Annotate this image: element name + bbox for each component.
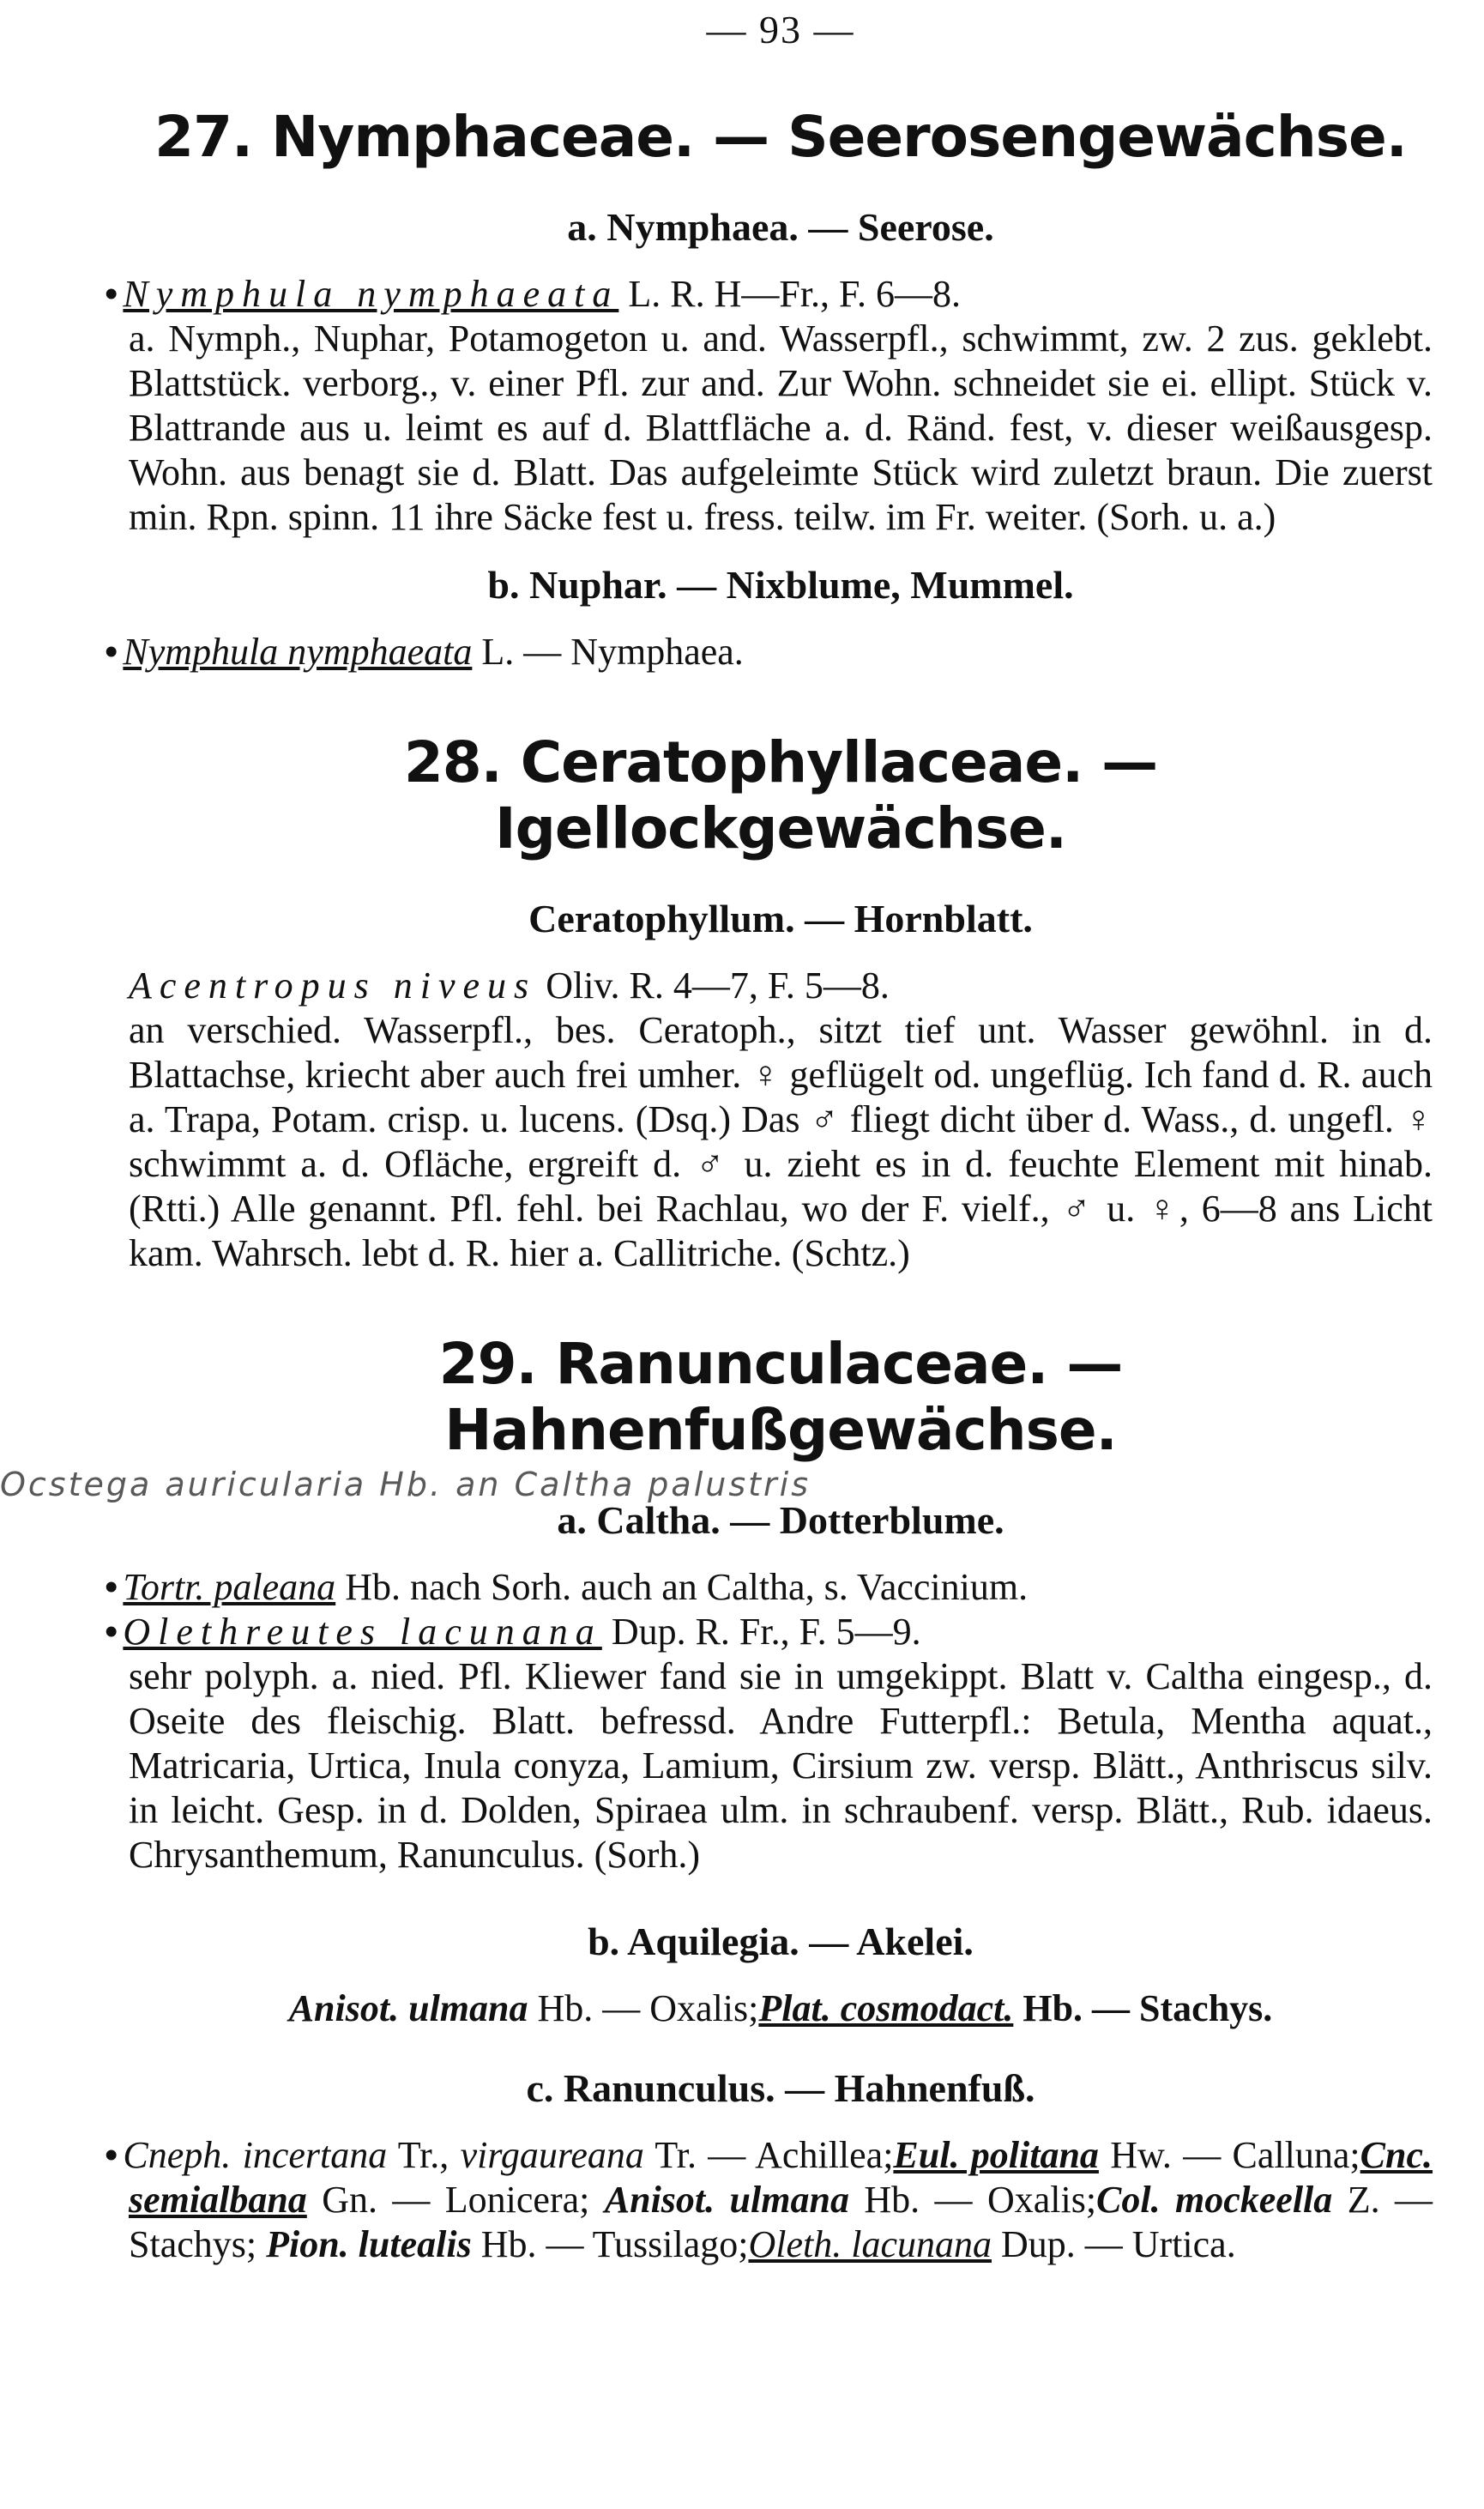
entry-meta: Dup. — Urtica. [991,2223,1236,2265]
entry-meta: Z. — Stachys; [129,2179,1433,2265]
section-title-27: 27. Nymphaceae. — Seerosengewächse. [154,104,1407,170]
species-name: Nymphula nymphaeata [123,631,473,673]
entry-tortrix [105,1565,1433,1610]
species-name: Anisot. ulmana [604,2179,849,2221]
subsection-ceratophyllum: Ceratophyllum. — Hornblatt. [528,897,1033,940]
species-name: virgaureana [460,2134,644,2176]
page [105,0,1433,2267]
entry-meta: Oliv. R. 4—7, F. 5—8. [536,964,890,1007]
subsection-nymphaea: a. Nymphaea. — Seerose. [567,205,994,249]
entry-meta: Dup. R. Fr., F. 5—9. [601,1611,921,1653]
entry-olethreutes [105,1610,1433,1654]
subsection-ranunculus: c. Ranunculus. — Hahnenfuß. [526,2066,1035,2110]
entry-meta: Hb. — Tussilago; [471,2223,749,2265]
species-name: Pion. lutealis [266,2223,472,2265]
section-title-28: 28. Ceratophyllaceae. — Igellockgewächse. [403,729,1158,862]
entry-meta: Tr. — Achillea; [643,2134,894,2176]
species-name: Oleth. lacunana [748,2223,992,2265]
entry-text: sehr polyph. a. nied. Pfl. Kliewer fand sie in umgekippt. Blatt v. Caltha eingesp., d. Oseite des fleischig. Blatt. befressd. Andre Futterpfl.: Betula, Mentha aquat., Matricaria, Urtica, Inula conyza, Lamium, Cirsium zw. versp. Blätt., Anthriscus silv. in leicht. Gesp. in d. Dolden, Spiraea ulm. in schraubenf. versp. Blätt., Rub. idaeus. Chrysanthemum, Ranunculus. (Sorh.) [129,1655,1433,1876]
entry-meta: Hb. — Oxalis; [528,1987,759,2029]
entry-meta: Hb. — Oxalis; [848,2179,1097,2221]
subsection-nuphar: b. Nuphar. — Nixblume, Mummel. [487,563,1074,607]
entry-meta: Hb. — Stachys. [1013,1987,1273,2029]
bullet-dot: • [105,273,118,315]
entry-meta: L. R. H—Fr., F. 6—8. [618,273,961,315]
bullet-dot: • [105,631,118,673]
page-number: — 93 — [706,8,855,51]
species-name: Tortr. paleana [123,1566,336,1608]
subsection-aquilegia: b. Aquilegia. — Akelei. [588,1920,974,1963]
handwritten-margin-note: Ocstega auricularia Hb. an Caltha palustris [0,1466,811,1503]
entry-text: an verschied. Wasserpfl., bes. Ceratoph., sitzt tief unt. Wasser gewöhnl. in d. Blattachse, kriecht aber auch frei umher. ♀ geflügelt od. ungeflüg. Ich fand d. R. auch a. Trapa, Potam. crisp. u. lucens. (Dsq.) Das ♂ fliegt dicht über d. Wass., d. ungefl. ♀ schwimmt a. d. Ofläche, ergreift d. ♂ u. zieht es in d. feuchte Element mit hinab. (Rtti.) Alle genannt. Pfl. fehl. bei Rachlau, wo der F. vielf., ♂ u. ♀, 6—8 ans Licht kam. Wahrsch. lebt d. R. hier a. Callitriche. (Schtz.) [129,1009,1433,1274]
entry-text: a. Nymph., Nuphar, Potamogeton u. and. Wasserpfl., schwimmt, zw. 2 zus. geklebt. Blattstück. verborg., v. einer Pfl. zur and. Zur Wohn. schneidet sie ei. ellipt. Stück v. Blattrande aus u. leimt es auf d. Blattfläche a. d. Ränd. fest, v. dieser weißausgesp. Wohn. aus benagt sie d. Blatt. Das aufgeleimte Stück wird zuletzt braun. Die zuerst min. Rpn. spinn. 11 ihre Säcke fest u. fress. teilw. im Fr. weiter. (Sorh. u. a.) [129,317,1433,538]
entry-acentropus [129,964,1433,1008]
entry-ranunculus-list [105,2133,1433,2267]
species-name: Cneph. incertana [123,2134,388,2176]
entry-nymphula-2 [105,630,1433,674]
bullet-dot: • [105,1611,118,1653]
subsection-caltha: a. Caltha. — Dotterblume. [557,1498,1004,1542]
entry-nymphula-1 [105,272,1433,317]
bullet-dot: • [105,2134,118,2176]
species-name: Olethreutes lacunana [123,1611,602,1653]
species-name: Anisot. ulmana [288,1987,528,2029]
species-name: Nymphula nymphaeata [123,273,619,315]
bullet-dot: • [105,1566,118,1608]
entry-meta: Tr., [387,2134,461,2176]
species-name: Col. mockeella [1096,2179,1333,2221]
entry-meta: Hw. — Calluna; [1098,2134,1360,2176]
species-name: Plat. cosmodact. [758,1987,1014,2029]
entry-meta: Hb. nach Sorh. auch an Caltha, s. Vaccinium. [335,1566,1029,1608]
entry-meta: L. — Nymphaea. [472,631,744,673]
section-title-29: 29. Ranunculaceae. — Hahnenfußgewächse. [438,1331,1123,1463]
entry-meta: Gn. — Lonicera; [306,2179,605,2221]
species-name: Acentropus niveus [129,964,537,1007]
species-name: Cnc. semialbana [129,2134,1433,2221]
species-name: Eul. politana [893,2134,1099,2176]
entry-aquilegia [129,1986,1433,2031]
